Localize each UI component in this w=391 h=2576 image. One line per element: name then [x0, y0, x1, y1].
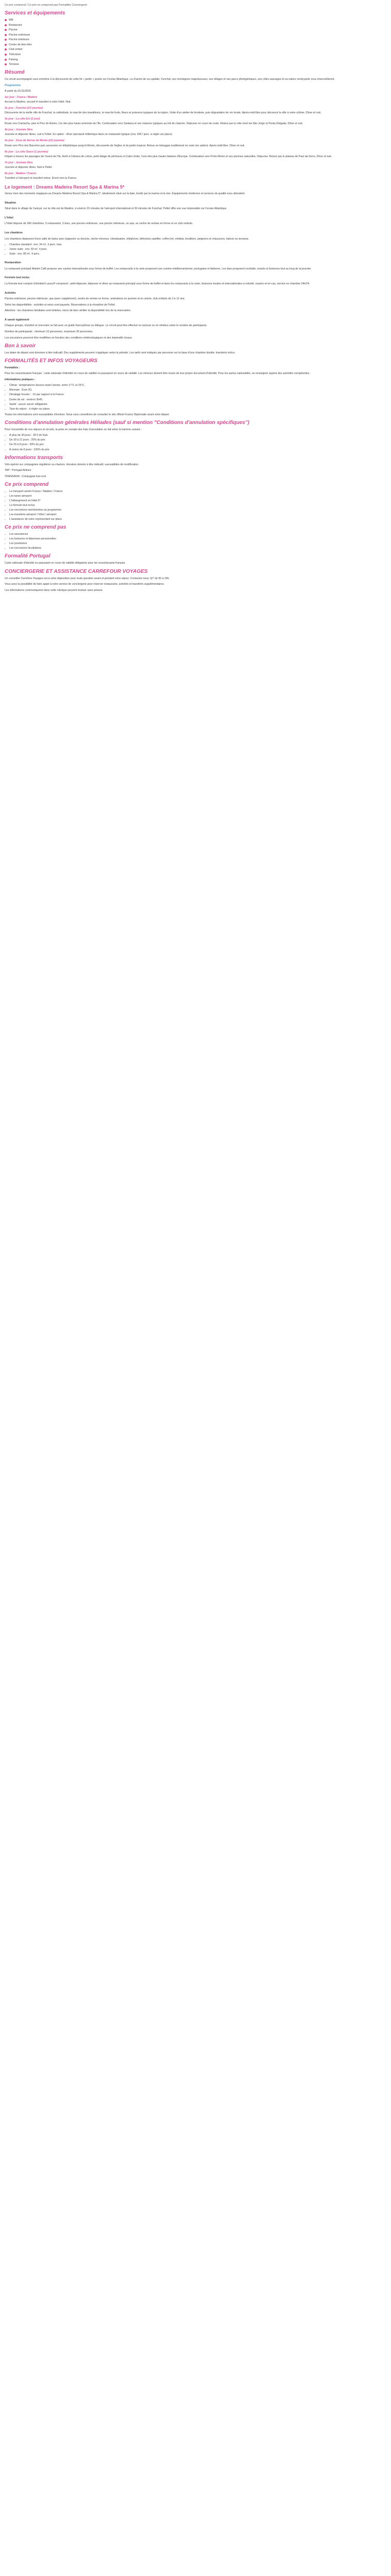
day-text: Accueil à Madère, accueil et transfert à votre hôtel. Nuit. — [5, 100, 71, 104]
transport-title: Informations transports — [5, 454, 63, 461]
day-heading: 8e jour : Madère / France — [5, 172, 37, 175]
transport-text: Vols opérés sur compagnies régulières ou charters. Horaires donnés à titre indicatif, susceptibles de modification. — [5, 463, 139, 466]
day-text: Découverte de la vieille ville de Funchal, la cathédrale, le marché des travailleurs, le marché fruits, fleurs et poissons typiques de la région. Visite d'un atelier de broderie, puis dégustation de vin locale. Après-midi libre pour découvrir la ville à votre rythme. Dîner et nuit. — [5, 111, 321, 115]
concierge-title: CONCIERGERIE ET ASSISTANCE CARREFOUR VOYAGES — [5, 568, 148, 574]
service-item-label: Club enfant — [9, 48, 23, 52]
exclude-item — [9, 537, 387, 541]
include-item — [9, 499, 387, 503]
service-dot-icon — [5, 63, 7, 65]
form-title: Formalité Portugal — [5, 553, 51, 560]
service-item-label: Parking — [9, 58, 18, 61]
program-days — [5, 95, 387, 180]
day-text: Journée et déjeuner libres. Nuit à l'hôtel. — [5, 165, 53, 169]
price-title: Bon à savoir — [5, 343, 36, 349]
include-item — [9, 508, 387, 512]
service-item — [5, 28, 387, 32]
day-heading: 3e jour : La côte Est (1 jour) — [5, 117, 40, 121]
extras-p3: Les excursions pourront être modifiées en fonction des conditions météorologiques et des impératifs locaux. — [5, 336, 133, 340]
room-item-label: Junior suite : env. 50 m², 4 pers. — [9, 248, 47, 251]
service-item — [5, 47, 387, 52]
service-item — [5, 62, 387, 66]
info-item — [9, 393, 387, 397]
pay-text: Selon les disponibilités : activités et soins sont payants. Réservations à la réception de l'hôtel. — [5, 303, 116, 307]
activities-title: Activités — [5, 291, 16, 295]
info-item — [9, 402, 387, 406]
condition-tier — [9, 443, 387, 447]
service-item — [5, 38, 387, 42]
condition-tier — [9, 433, 387, 437]
breadcrumb — [5, 3, 387, 7]
service-item-label: Centre de bien-être — [9, 43, 32, 46]
info-item-label: Monnaie : Euro (€). — [9, 388, 32, 392]
extras-p1: Chaque groupe, transfert et rencontre se fait avec un guide francophone ou bilingue. Le circuit peut être effectué en autocar ou en minibus selon le nombre de participants. — [5, 324, 207, 328]
info-item — [9, 388, 387, 392]
day-heading: 2e jour : Funchal (1/2 journée) — [5, 107, 43, 110]
transport-tap: TAP : Portugal Airlines — [5, 469, 31, 472]
day-heading: 5e jour : Zone de Serras de Monte (1/2 journée) — [5, 139, 64, 143]
include-item — [9, 503, 387, 507]
service-item-label: Piscine intérieure — [9, 38, 29, 42]
exclude-item — [9, 532, 387, 536]
include-item — [9, 494, 387, 498]
include-item-label: Les transferts aéroport / hôtel / aéroport — [9, 513, 57, 517]
covid-text: Toutes les informations sont susceptibles d'évoluer. Nous vous conseillons de consulter le site officiel France Diplomatie avant votre départ. — [5, 413, 170, 416]
day-text: Route vers Camacha, puis le Pico do Arieiro, l'un des plus hauts sommets de l'île. Continuation vers Santana et ses maisons typiques au toit de chaume. Déjeuner en cours de route. Retour par la côte nord via São Jorge et Ponta Delgada. Dîner et nuit. — [5, 122, 303, 126]
service-item-label: Wifi — [9, 19, 13, 22]
service-dot-icon — [5, 59, 7, 61]
rooms-title: Les chambres — [5, 231, 23, 235]
concierge-text: Un conseiller Carrefour Voyages est à votre disposition pour toute question avant et pendant votre séjour. Contactez-nous 7j/7 de 9h à 20h. — [5, 577, 170, 580]
program-dates: À partir du 01/11/2025 — [5, 89, 31, 93]
service-item-label: Terrasse — [9, 63, 19, 66]
breadcrumb-text: Ce prix comprend / Ce prix ne comprend pas Formalités Conciergerie — [5, 4, 87, 7]
include-item-label: Les taxes aéroport — [9, 494, 31, 498]
info-item — [9, 407, 387, 411]
note-text: Attention : les chambres familiales sont limitées, merci de bien vérifier la disponibilité lors de la réservation. — [5, 309, 132, 313]
include-item — [9, 489, 387, 494]
info-item-label: Décalage horaire : -1h par rapport à la France. — [9, 393, 64, 397]
info-item-label: Climat : températures douces toute l'année, entre 17°C et 25°C. — [9, 384, 85, 387]
info-item — [9, 398, 387, 402]
exclude-item-label: Les pourboires — [9, 542, 27, 546]
day-heading: 4e jour : Journée libre — [5, 128, 33, 132]
info-item-label: Santé : aucun vaccin obligatoire. — [9, 402, 48, 406]
info-list — [9, 383, 387, 411]
room-item — [9, 247, 387, 251]
service-dot-icon — [5, 29, 7, 31]
concierge-p3: Les informations communiquées dans cette rubrique peuvent évoluer sans préavis. — [5, 588, 103, 592]
service-item-label: Télévision — [9, 53, 21, 56]
exclude-item — [9, 546, 387, 550]
activities-text: Piscine extérieure, piscine intérieure, spa (avec supplément), centre de remise en forme, animations en journée et en soirée, club enfants de 3 à 12 ans. — [5, 297, 185, 301]
service-dot-icon — [5, 19, 7, 21]
info-item-label: Taxe de séjour : à régler sur place. — [9, 407, 51, 411]
formalities-sub: Formalités : — [5, 366, 20, 369]
pension-text: La formule tout compris Unlimited-Luxury® comprend : petit-déjeuner, déjeuner et dîner au restaurant principal sous forme de buffet et dans les restaurants à la carte, boissons locales et internationales à volonté, snacks et en-cas, service en chambre 24h/24. — [5, 282, 310, 286]
include-item — [9, 517, 387, 521]
food-title: Restauration — [5, 261, 21, 265]
situation-text: Situé dans le village de Caniçal, sur la côte est de Madère, à environ 15 minutes de l'aéroport international et 30 minutes de Funchal, l'hôtel offre une vue imprenable sur l'océan Atlantique. — [5, 207, 227, 211]
resume-intro: Ce circuit accompagné vous emmène à la découverte de cette île « jardin » posée sur l'océan Atlantique. La charme de sa capitale, Funchal, ses montagnes majestueuses, ses villages et ses parcs photogéniques, ses côtes sauvages et sa nature verdoyante vous émerveilleront. — [5, 78, 335, 81]
food-text: Le restaurant principal Market Café propose une cuisine internationale sous forme de buffet. Les restaurants à la carte proposent une cuisine méditerranéenne, portugaise et italienne. Les bars proposent cocktails, snacks et boissons tout au long de la journée. — [5, 267, 312, 270]
hotel-section-text: L'hôtel dispose de 340 chambres, 5 restaurants, 5 bars, une piscine extérieure, une piscine intérieure, un spa, un centre de remise en forme et un club enfants. — [5, 222, 193, 226]
info-title: Informations pratiques : — [5, 378, 36, 381]
condition-tier-label: À moins de 8 jours : 100% du prix — [9, 448, 50, 451]
service-dot-icon — [5, 39, 7, 41]
extras-title: À savoir également — [5, 318, 29, 321]
include-item-label: L'hébergement en hôtel 5* — [9, 499, 41, 502]
condition-tier-label: De 30 à 21 jours : 25% du prix — [9, 438, 45, 442]
service-dot-icon — [5, 48, 7, 50]
page — [0, 0, 391, 599]
info-item — [9, 383, 387, 387]
excludes-list — [9, 532, 387, 550]
include-item-label: Les excursions mentionnées au programme — [9, 509, 61, 512]
include-item-label: L'assistance de notre représentant sur place — [9, 518, 62, 521]
transport-transavia: TRANSAVIA : Compagnie low-cost — [5, 474, 46, 478]
service-item — [5, 43, 387, 47]
service-dot-icon — [5, 24, 7, 26]
conditions-text: Pour l'ensemble de nos séjours et circuits, la prise en compte des frais d'annulation se fait selon le barème suivant : — [5, 428, 142, 431]
room-item-label: Suite : env. 80 m², 4 pers. — [9, 252, 40, 256]
extras-p2: Nombre de participants : minimum 10 personnes, maximum 35 personnes. — [5, 330, 93, 333]
condition-tier — [9, 448, 387, 452]
rooms-text: Les chambres disposent d'une salle de bains avec baignoire ou douche, sèche-cheveux, climatisation, téléphone, télévision satellite, coffre-fort, minibar, bouilloire, peignoirs et chaussons, balcon ou terrasse. — [5, 237, 249, 241]
services-list — [5, 18, 387, 66]
situation-title: Situation — [5, 201, 17, 205]
include-item-label: La formule tout inclus — [9, 503, 35, 507]
service-item-label: Piscine extérieure — [9, 33, 30, 37]
day-text: Route vers Pico dos Barcelos puis ascension en téléphérique jusqu'à Monte, découverte de l'église et du jardin tropical. Retour en toboggan traditionnel en osier (en option). Après-midi libre. Dîner et nuit. — [5, 144, 245, 147]
form-text: Carte nationale d'identité ou passeport en cours de validité obligatoire pour les ressortissants français. — [5, 562, 126, 565]
concierge-p2: Vous avez la possibilité de faire appel à notre service de conciergerie pour réserver restaurants, activités et transferts supplémentaires. — [5, 583, 165, 586]
hotel-intro: Venez vivre des moments magiques au Dreams Madeira Resort Spa & Marina 5*, idéalement situé sur la baie, bordé par la marina et la mer. Équipements modernes et services de qualité vous attendent. — [5, 192, 246, 196]
service-item — [5, 58, 387, 62]
day-text: Transfert à l'aéroport et transfert retour. Envol vers la France. — [5, 176, 77, 180]
service-item-label: Restaurant — [9, 23, 22, 27]
info-item-label: Durée de vol : environ 3h45. — [9, 398, 43, 401]
day-text: Départ à travers les paysages de l'ouest de l'île. Arrêt à Câmara de Lobos, petit village de pêcheurs et Cabo Girão, l'une des plus hautes falaises d'Europe. Continuation vers Porto Moniz et ses piscines naturelles. Déjeuner. Retour par le plateau de Paul da Serra. Dîner et nuit. — [5, 155, 332, 158]
price-text: Les dates de départ sont données à titre indicatif. Des suppléments peuvent s'appliquer selon la période. Les tarifs sont indiqués par personne sur la base d'une chambre double, transferts inclus. — [5, 351, 236, 354]
day-heading: 7e jour : Journée libre — [5, 161, 33, 164]
exclude-item — [9, 541, 387, 546]
conditions-list — [9, 433, 387, 451]
service-dot-icon — [5, 54, 7, 56]
service-item — [5, 23, 387, 27]
includes-title: Ce prix comprend — [5, 481, 49, 487]
service-item-label: Piscine — [9, 28, 18, 32]
room-item — [9, 252, 387, 256]
includes-list — [9, 489, 387, 521]
condition-tier-label: De 20 à 8 jours : 50% du prix — [9, 443, 44, 447]
condition-tier-label: À plus de 30 jours : 30 € de frais — [9, 434, 48, 437]
program-label: Programme — [5, 84, 21, 88]
rooms-list — [9, 243, 387, 256]
pension-title: Formule tout inclus — [5, 276, 30, 280]
day-heading: 1er jour : France / Madère — [5, 95, 38, 99]
day-heading: 6e jour : La côte Ouest (1 journée) — [5, 150, 48, 154]
hotel-section-title: L'hôtel — [5, 216, 13, 219]
excludes-title: Ce prix ne comprend pas — [5, 524, 67, 531]
resume-title: Résumé — [5, 70, 25, 76]
service-dot-icon — [5, 34, 7, 36]
service-item — [5, 33, 387, 37]
service-dot-icon — [5, 44, 7, 46]
exclude-item-label: Les assurances — [9, 533, 28, 536]
include-item — [9, 513, 387, 517]
service-item — [5, 18, 387, 22]
room-item-label: Chambre standard : env. 34 m², 3 pers. max — [9, 243, 62, 247]
conditions-title: Conditions d'annulation générales Héliades (sauf si mention "Conditions d'annulation spécifiques") — [5, 419, 250, 426]
room-item — [9, 243, 387, 247]
hotel-title: Le logement : Dreams Madeira Resort Spa & Marina 5* — [5, 184, 125, 190]
formalities-text: Pour les ressortissants français : carte nationale d'identité en cours de validité ou passeport en cours de validité. Les mineurs doivent être munis de leur propre document d'identité. Pour les autres nationalités, se renseigner auprès des autorités compétentes. — [5, 372, 310, 376]
services-title: Services et équipements — [5, 10, 66, 16]
include-item-label: Le transport aérien France / Madère / France — [9, 489, 63, 493]
exclude-item-label: Les excursions facultatives — [9, 547, 41, 550]
exclude-item-label: Les boissons et dépenses personnelles — [9, 537, 56, 541]
service-item — [5, 53, 387, 57]
formalities-title: FORMALITÉS ET INFOS VOYAGEURS — [5, 358, 97, 364]
day-text: Journée et déjeuner libres, nuit à l'hôtel. En option : dîner spectacle folklorique dans un restaurant typique (env. 40€ / pers. à régler sur place). — [5, 133, 173, 137]
condition-tier — [9, 438, 387, 442]
